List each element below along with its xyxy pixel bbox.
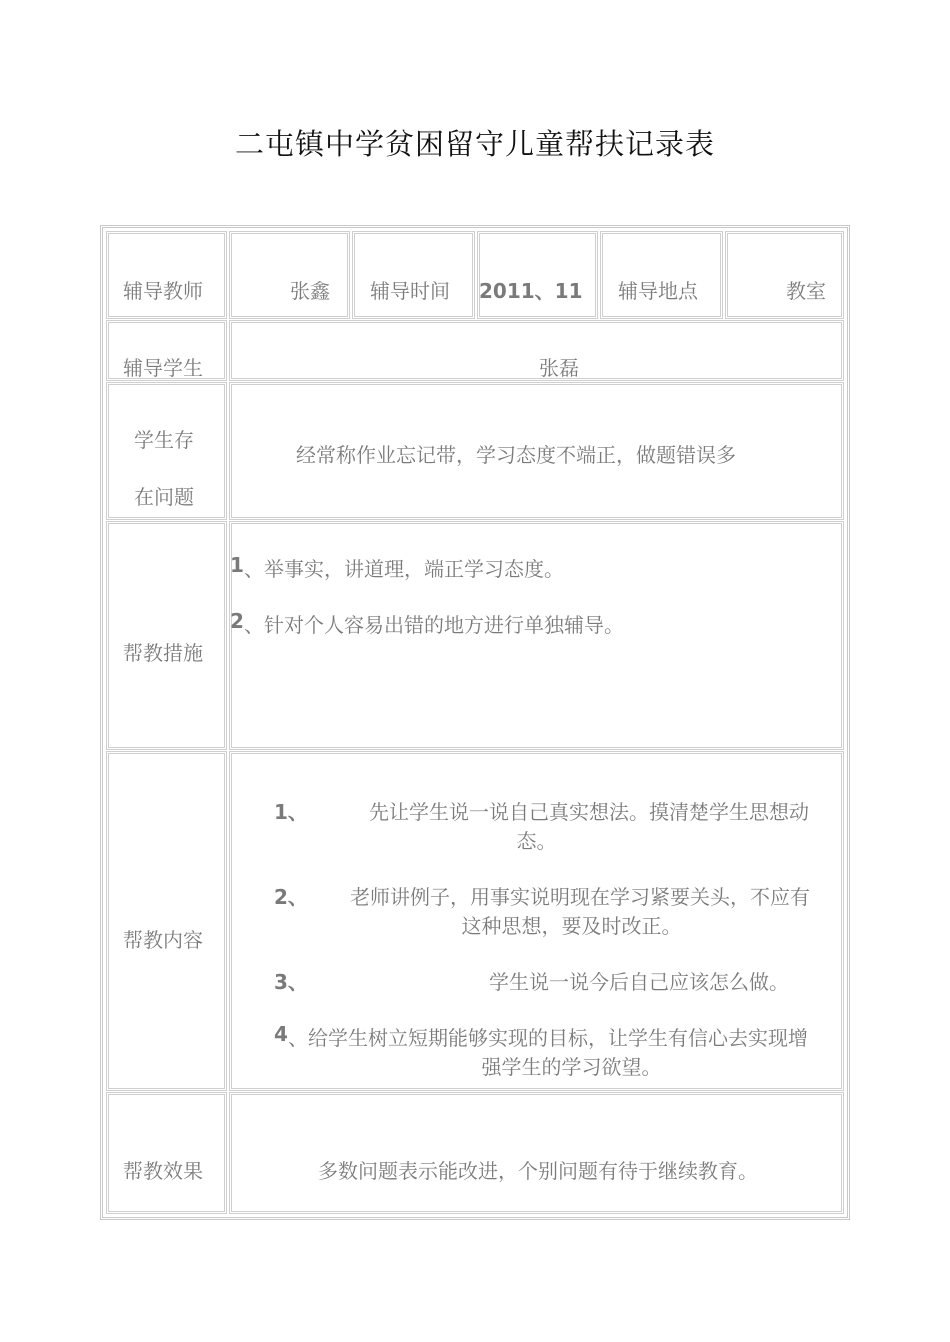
content-3-line1: 学生说一说今后自己应该怎么做。 xyxy=(489,970,789,994)
content-label: 帮教内容 xyxy=(123,928,203,952)
content-1-num: 1、 xyxy=(274,800,308,824)
page-title: 二屯镇中学贫困留守儿童帮扶记录表 xyxy=(234,127,715,161)
content-2-num: 2、 xyxy=(274,885,308,909)
teacher-label: 辅导教师 xyxy=(123,279,203,303)
content-2-line1: 老师讲例子，用事实说明现在学习紧要关头，不应有 xyxy=(350,885,810,909)
cell-place-value xyxy=(725,231,844,319)
time-value: 2011、11 xyxy=(479,279,583,303)
cell-student-value xyxy=(229,320,844,381)
measures-label: 帮教措施 xyxy=(123,641,203,665)
student-value: 张磊 xyxy=(539,356,579,380)
measure-1-num: 1 xyxy=(230,553,244,577)
content-3-num: 3、 xyxy=(274,970,308,994)
effect-value: 多数问题表示能改进，个别问题有待于继续教育。 xyxy=(318,1159,758,1183)
content-4-line2: 强学生的学习欲望。 xyxy=(481,1055,662,1079)
cell-effect-label xyxy=(106,1092,227,1214)
effect-label: 帮教效果 xyxy=(123,1159,203,1183)
place-value: 教室 xyxy=(786,279,826,303)
time-label: 辅导时间 xyxy=(370,279,450,303)
measure-2-text: 、针对个人容易出错的地方进行单独辅导。 xyxy=(244,613,624,637)
measure-2-num: 2 xyxy=(230,609,244,633)
content-4-num: 4 xyxy=(274,1022,288,1046)
cell-content-label xyxy=(106,751,227,1091)
measure-1-text: 、举事实，讲道理，端正学习态度。 xyxy=(244,557,564,581)
cell-effect-value xyxy=(229,1092,844,1214)
content-4-line1: 、给学生树立短期能够实现的目标，让学生有信心去实现增 xyxy=(288,1026,808,1050)
problem-label-line2: 在问题 xyxy=(134,485,194,509)
problem-value: 经常称作业忘记带，学习态度不端正，做题错误多 xyxy=(296,443,736,467)
place-label: 辅导地点 xyxy=(618,279,698,303)
student-label: 辅导学生 xyxy=(123,356,203,380)
content-2-line2: 这种思想，要及时改正。 xyxy=(461,914,682,938)
teacher-value: 张鑫 xyxy=(290,279,330,303)
content-1-line1: 先让学生说一说自己真实想法。摸清楚学生思想动 xyxy=(369,800,809,824)
problem-label-line1: 学生存 xyxy=(134,428,194,452)
content-1-line2: 态。 xyxy=(516,829,557,853)
cell-measures-label xyxy=(106,521,227,750)
